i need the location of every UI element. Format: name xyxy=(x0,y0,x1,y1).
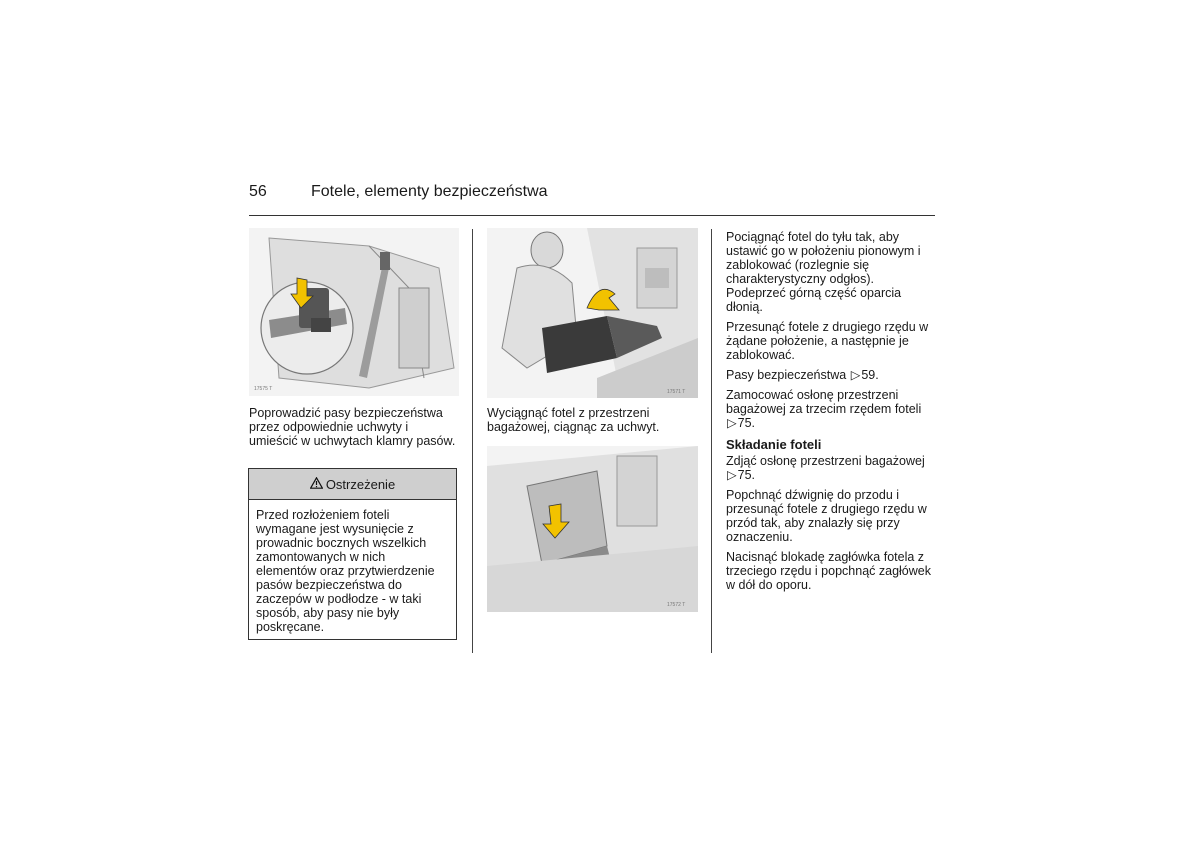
figure-code: 17571 T xyxy=(667,389,686,395)
instruction-text xyxy=(726,454,936,482)
instruction-text xyxy=(726,388,936,430)
column-1-text xyxy=(249,406,459,454)
column-divider xyxy=(472,229,473,653)
figure-pull-seat xyxy=(487,228,698,398)
instruction-text: Wyciągnąć fotel z przestrzeni bagażowej, ciągnąc za uchwyt. xyxy=(487,406,660,434)
page-title: Fotele, elementy bezpieczeństwa xyxy=(311,183,548,200)
page-reference[interactable]: 75. xyxy=(737,468,756,482)
page-number: 56 xyxy=(249,183,267,200)
warning-box xyxy=(248,468,457,640)
instruction-text: Poprowadzić pasy bezpieczeństwa przez odpowiednie uchwyty i umieścić w uchwytach klamry pasów. xyxy=(249,406,456,448)
header-divider xyxy=(249,215,935,216)
page-reference-icon: ▷ xyxy=(727,416,737,430)
instruction-text: Popchnąć dźwignię do przodu i przesunąć fotele z drugiego rzędu w przód tak, aby znalazły się przy oznaczeniu. xyxy=(726,488,927,544)
warning-header xyxy=(249,469,456,500)
warning-triangle-icon xyxy=(310,477,323,492)
figure-seatbelt-routing xyxy=(249,228,459,396)
figure-code: 17575 T xyxy=(254,386,273,392)
instruction-text: Nacisnąć blokadę zagłówka fotela z trzeciego rzędu i popchnąć zagłówek w dół do oporu. xyxy=(726,550,931,592)
page-reference[interactable]: 75. xyxy=(737,416,756,430)
ref-text: Zdjąć osłonę przestrzeni bagażowej xyxy=(726,454,925,468)
warning-title: Ostrzeżenie xyxy=(325,476,396,492)
column-2-text xyxy=(487,406,701,440)
ref-text: Pasy bezpieczeństwa xyxy=(726,368,847,382)
column-divider xyxy=(711,229,712,653)
section-heading: Składanie foteli xyxy=(726,437,822,452)
instruction-text: Pociągnąć fotel do tyłu tak, aby ustawić go w położeniu pionowym i zablokować (rozlegnie się charakterystyczny odgłos). Podeprzeć górną część oparcia dłonią. xyxy=(726,230,921,314)
column-3-text xyxy=(726,230,936,598)
page-reference-icon: ▷ xyxy=(727,468,737,482)
page-reference-icon: ▷ xyxy=(850,368,861,382)
figure-fold-seat xyxy=(487,446,698,612)
instruction-text: Przesunąć fotele z drugiego rzędu w żądane położenie, a następnie je zablokować. xyxy=(726,320,929,362)
page-reference[interactable]: 59. xyxy=(861,368,879,382)
instruction-text xyxy=(726,368,936,382)
figure-code: 17572 T xyxy=(667,602,686,608)
ref-text: Zamocować osłonę przestrzeni bagażowej za trzecim rzędem foteli xyxy=(726,388,922,416)
warning-text: Przed rozłożeniem foteli wymagane jest wysunięcie z prowadnic bocznych wszelkich zamontowanych w nich elementów oraz przytwierdzenie pasów bezpieczeństwa do zaczepów w podłodze - w taki sposób, aby pasy nie były poskręcane. xyxy=(256,508,435,634)
